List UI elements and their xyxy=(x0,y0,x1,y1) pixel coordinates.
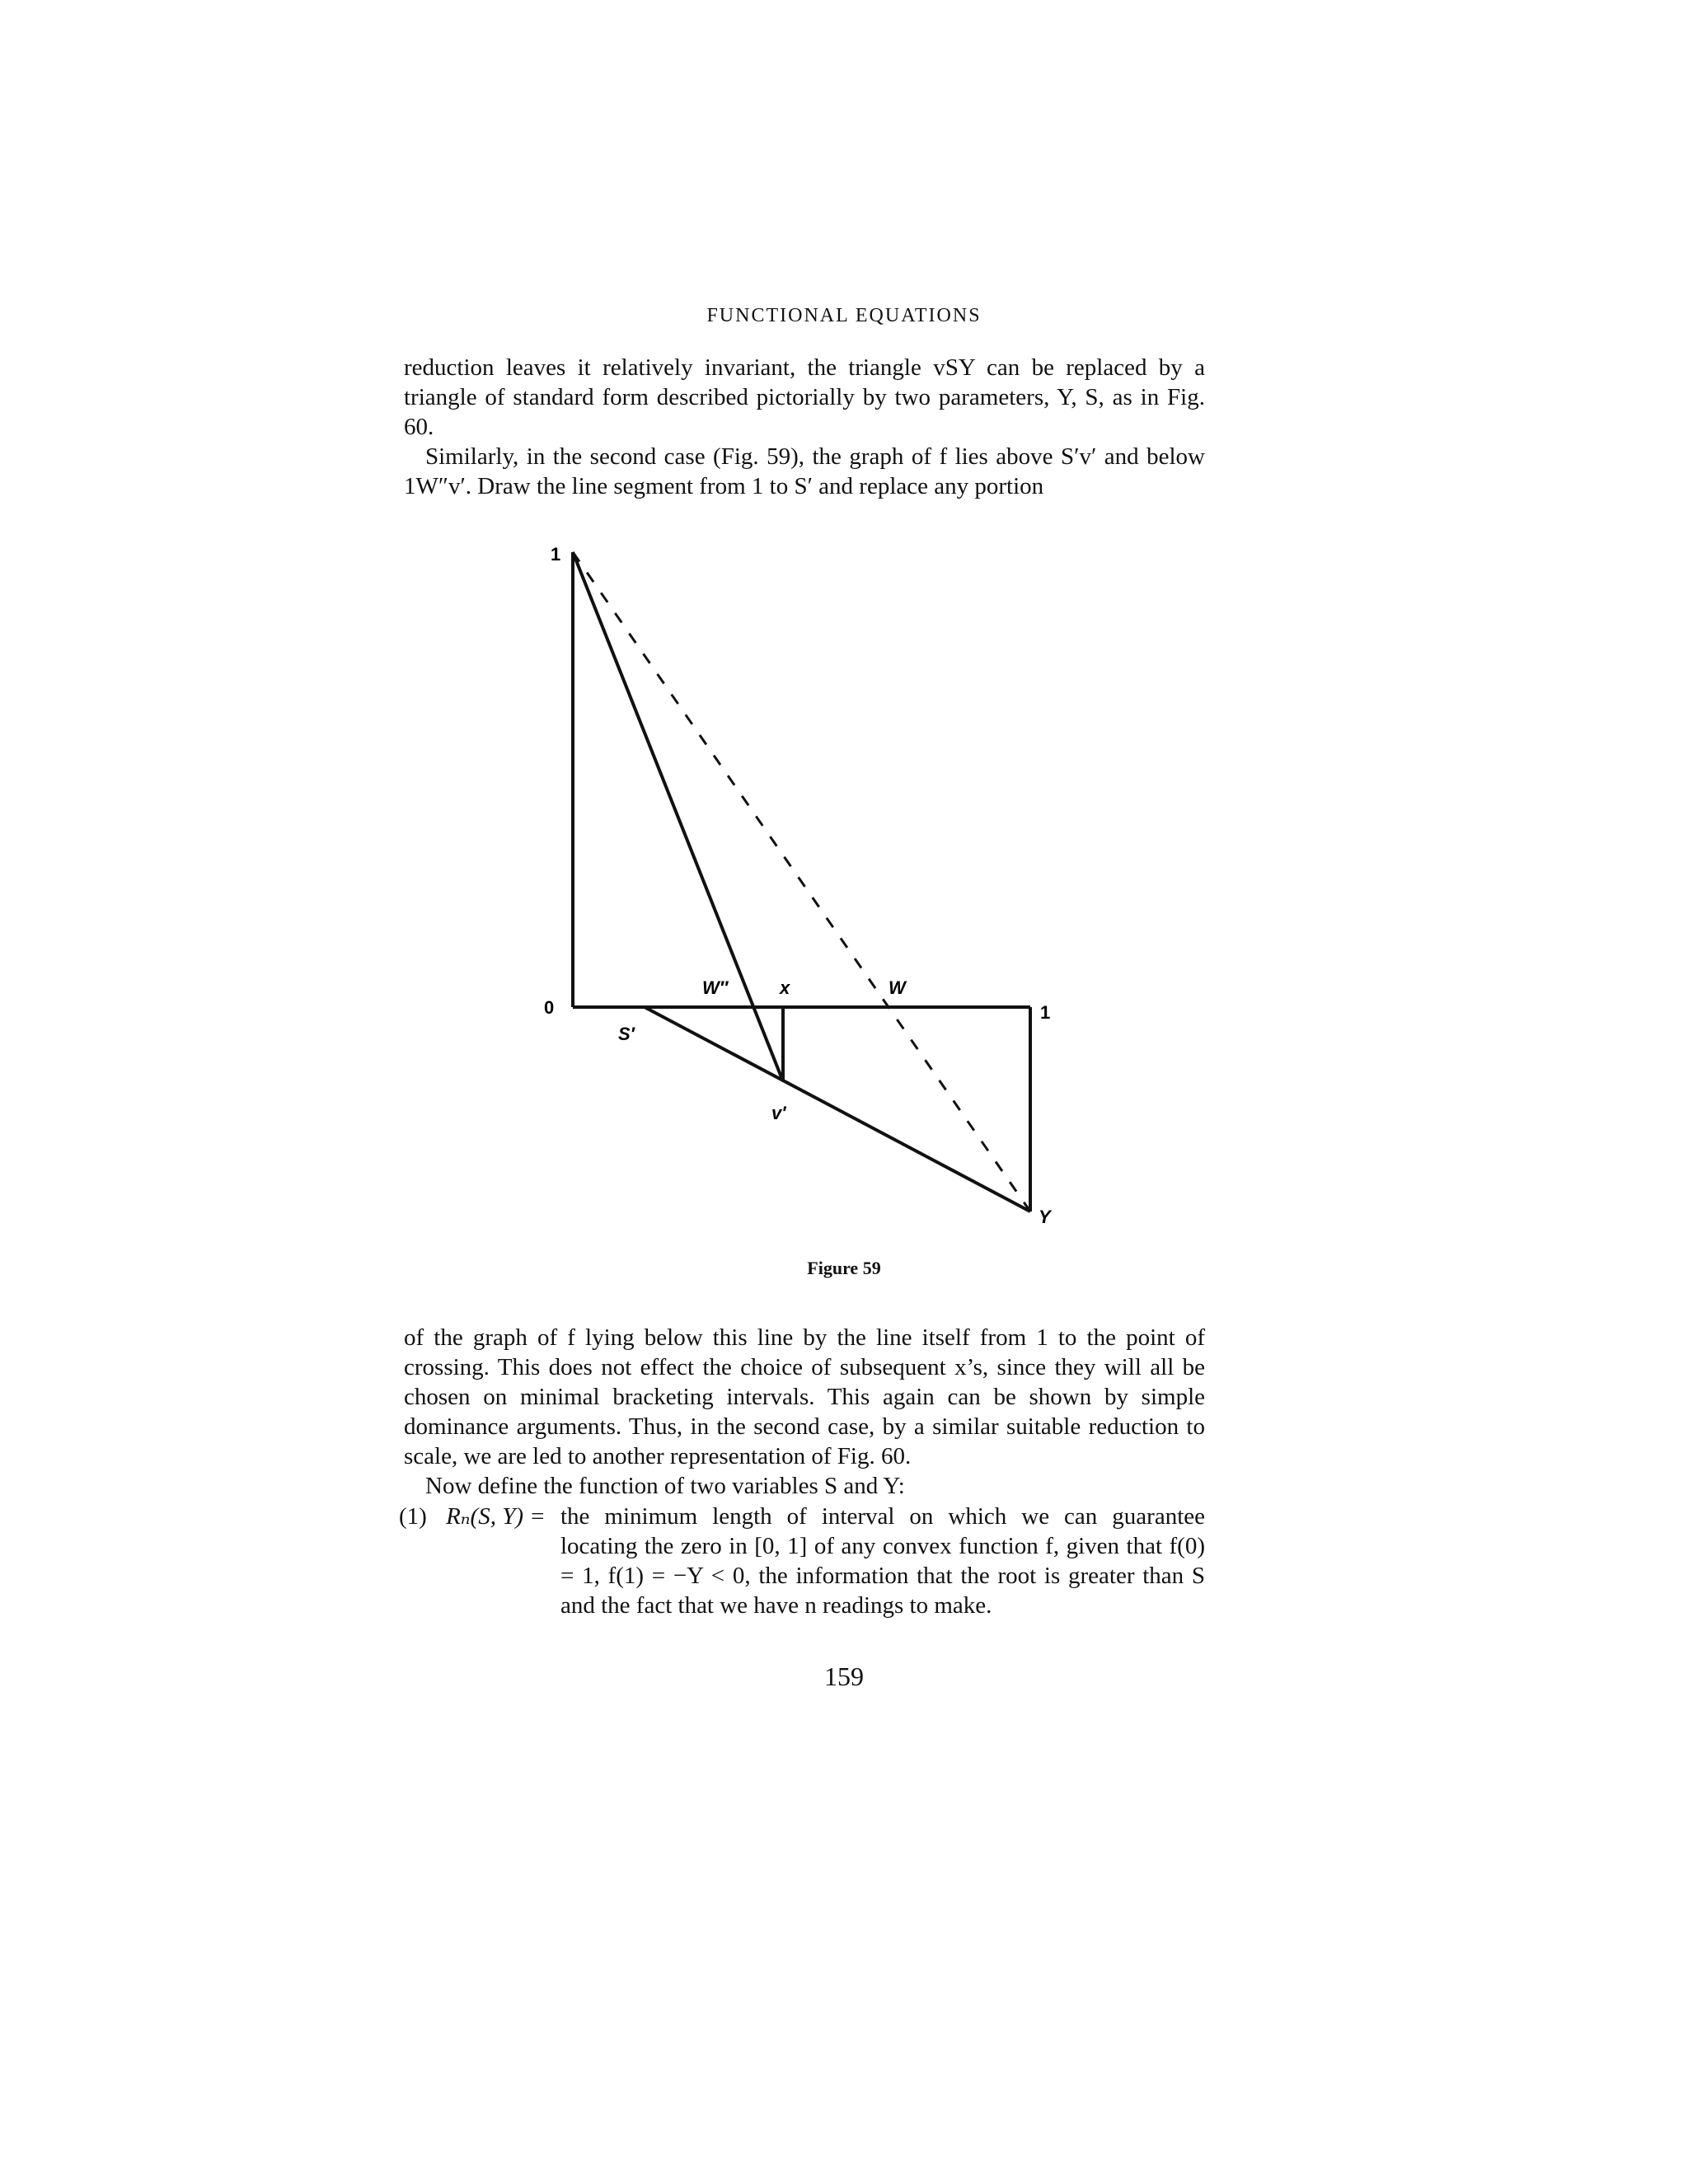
dashed-line-1-to-y xyxy=(573,552,1030,1212)
definition-lhs: Rₙ(S, Y) = xyxy=(446,1503,546,1530)
label-origin: 0 xyxy=(544,997,555,1018)
label-x: x xyxy=(780,977,790,998)
paragraph-4: Now define the function of two variables S and Y: xyxy=(425,1473,905,1499)
label-v-prime: v′ xyxy=(771,1103,786,1123)
label-s-prime: S′ xyxy=(618,1024,635,1044)
definition-block xyxy=(399,1502,546,1531)
definition-text: the minimum length of interval on which we can guarantee locating the zero in [0, 1] of any convex function f, given that f(0) = 1, f(1) = −Y < 0, the information that the root is greater than S and the fact that we have n readings to make. xyxy=(560,1503,1205,1619)
label-right-one: 1 xyxy=(1040,1002,1051,1023)
label-top-one: 1 xyxy=(551,544,561,565)
label-w-double-prime: W″ xyxy=(702,977,729,998)
line-s-prime-to-y xyxy=(645,1007,1030,1212)
paragraph-3: of the graph of f lying below this line by the line itself from 1 to the point of crossing. This does not effect the choice of subsequent x’s, since they will all be chosen on minimal bracketing intervals. This again can be shown by simple dominance arguments. Thus, in the second case, by a similar suitable reduction to scale, we are led to another representation of Fig. 60. xyxy=(404,1324,1205,1469)
paragraph-2: Similarly, in the second case (Fig. 59), the graph of f lies above S′v′ and below 1W″v′. Draw the line segment from 1 to S′ and replace any portion xyxy=(404,443,1205,499)
label-w: W xyxy=(889,977,906,998)
page-number: 159 xyxy=(824,1661,864,1691)
running-header: FUNCTIONAL EQUATIONS xyxy=(706,305,982,326)
paragraph-1: reduction leaves it relatively invariant, the triangle vSY can be replaced by a triangle of standard form described pictorially by two parameters, Y, S, as in Fig. 60. xyxy=(404,354,1205,440)
figure-caption: Figure 59 xyxy=(807,1258,881,1278)
equation-number: (1) xyxy=(399,1503,427,1530)
line-1-to-v-prime xyxy=(573,552,783,1081)
label-y: Y xyxy=(1039,1207,1051,1227)
